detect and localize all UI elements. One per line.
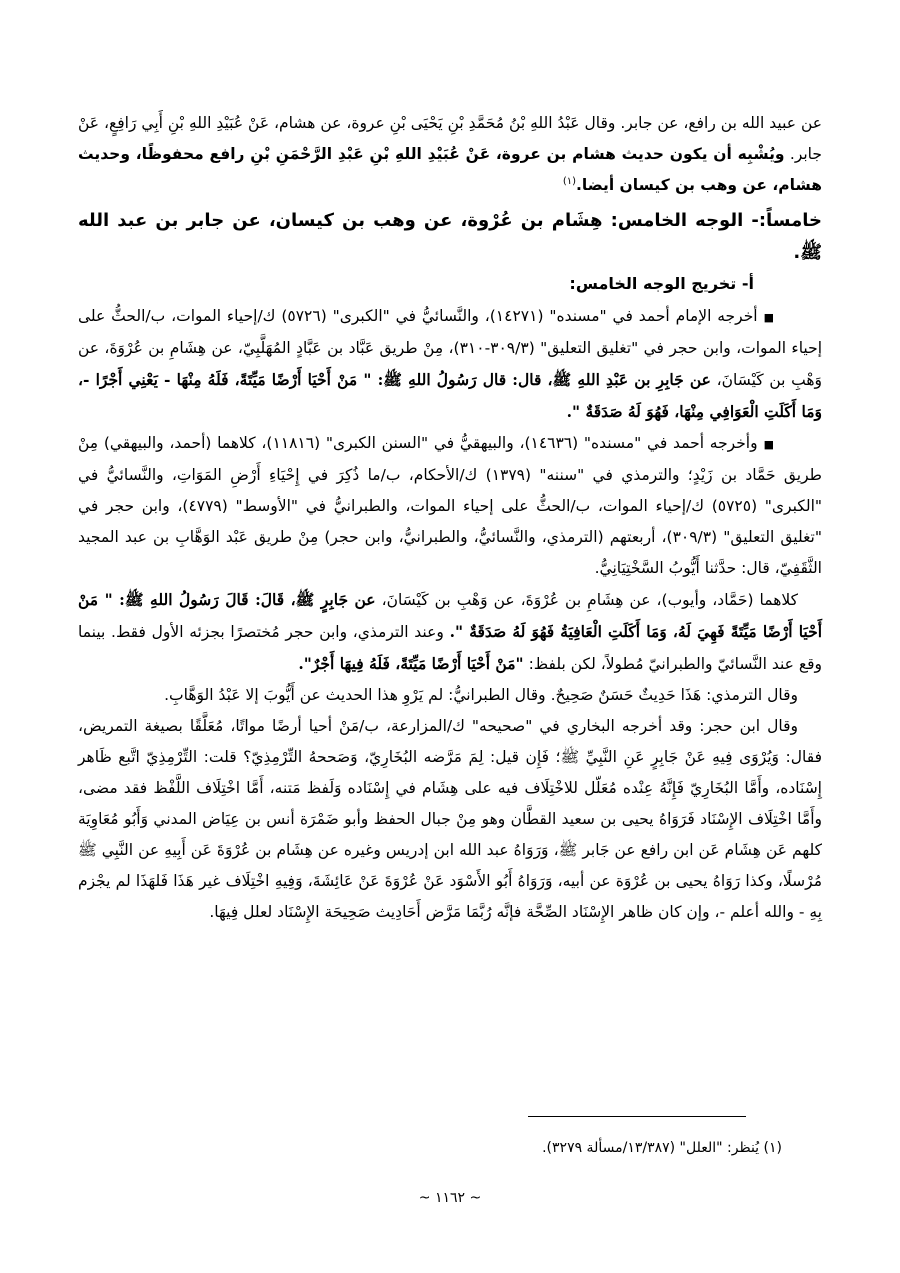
takhrij-text-3b: وعند الترمذي، وابن حجر مُختصرًا بجزئه الأول فقط. بينما وقع عند النَّسائيّ والطبرانيّ مُطولاً، لكن بلفظ:	[78, 623, 822, 673]
footnote-reference[interactable]: (١)	[562, 175, 577, 187]
takhrij-text-1: أخرجه الإمام أحمد في "مسنده" (١٤٢٧١)، والنَّسائيُّ في "الكبرى" (٥٧٢٦) ك/إحياء الموات، ب/الحثُّ على إحياء الموات، وابن حجر في "تغليق التعليق" (٣٠٩/٣-٣١٠)، مِنْ طريق عَبَّاد بن عَبَّادٍ المُهَلَّبِيّ، عن هِشَامِ بن عُرْوَةَ، عن وَهْبِ بن كَيْسَانَ،	[78, 307, 823, 389]
square-bullet-icon: ■	[763, 311, 774, 324]
hadith-text-1: عن جَابِرِ بن عَبْدِ اللهِ ﷺ، قال: قال رَسُولُ اللهِ ﷺ: " مَنْ أَحْيَا أَرْضًا مَيِّتَةً، فَلَهُ مِنْهَا - يَعْنِي أَجْرًا -، وَمَا أَكَلَتِ الْعَوَافِي مِنْهَا، فَهُوَ لَهُ صَدَقَةٌ ".	[78, 370, 822, 421]
takhrij-paragraph-2	[78, 428, 822, 584]
tirmidhi-ruling-paragraph: وقال الترمذي: هَذَا حَدِيثٌ حَسَنٌ صَحِيحٌ. وقال الطبرانيُّ: لم يَرْوِ هذا الحديث عن أَيُّوبَ إلا عَبْدُ الوَهَّابِ.	[164, 686, 798, 704]
takhrij-paragraph-1	[78, 301, 822, 428]
intro-paragraph	[78, 108, 822, 201]
hadith-text-2: عن جَابِرٍ ﷺ، قَالَ: قَالَ رَسُولُ اللهِ ﷺ: " مَنْ أَحْيَا أَرْضًا مَيِّتَةً فَهِيَ لَهُ، وَمَا أَكَلَتِ الْعَافِيَةُ فَهُوَ لَهُ صَدَقَةٌ ".	[78, 590, 822, 641]
hadith-text-3: "مَنْ أَحْيَا أَرْضًا مَيِّتَةً، فَلَهُ فِيهَا أَجْرٌ".	[298, 654, 524, 673]
page-body	[78, 108, 822, 928]
square-bullet-icon: ■	[763, 438, 774, 451]
section-subheading: أ- تخريج الوجه الخامس:	[569, 274, 754, 293]
footnote-divider	[528, 1116, 746, 1117]
section-heading: خامساً:- الوجه الخامس: هِشَام بن عُرْوة، عن وهب بن كيسان، عن جابر بن عبد الله ﷺ.	[78, 210, 822, 263]
ibn-hajar-paragraph: وقال ابن حجر: وقد أخرجه البخاري في "صحيحه" ك/المزارعة، ب/مَنْ أحيا أرضًا مواتًا، مُعَلَّقًا بصيغة التمريض، فقال: وَيُرْوَى فِيهِ عَنْ جَابِرٍ عَنِ النَّبِيِّ ﷺ؛ فَإِن قيل: لِمَ مَرَّضه البُخَارِيّ، وَصَححهُ التِّرْمِذِيّ؟ قلت: التِّرْمِذِيّ اتَّبع ظَاهر إِسْنَاده، وأَمَّا البُخَارِيّ فَإِنَّهُ عِنْده مُعَلّل للاخْتِلَاف فيه على هِشَام في إِسْنَاده وَلَفظ مَتنه، أَمَّا اخْتِلَاف اللَّفْظ فقد مضى، وأَمَّا اخْتِلَاف الإِسْنَاد فَرَوَاهُ يحيى بن سعيد القطَّان وهو مِنْ جبال الحفظ وأبو ضَمْرَة أنس بن عِيَاض المدني وَأَبُو مُعَاوِيَة كلهم عَن هِشَام عَن ابن رافع عن جَابر ﷺ، وَرَوَاهُ عبد الله ابن إدريس وغيره عن هِشَام بن عُرْوَةَ عَن أَبِيهِ عن النَّبِي ﷺ مُرْسلًا، وكذا رَوَاهُ يحيى بن عُرْوَة عن أبيه، وَرَوَاهُ أَبُو الأَسْوَد عَنْ عُرْوَةَ عَنْ عَائِشَةَ، وَفِيهِ اخْتِلَاف غير هَذَا فَلهَذَا لم يجْزم بِهِ - والله أعلم -، وإن كان ظاهر الإِسْنَاد الصِّحَّة فإنَّه رُبَّمَا مَرَّض أَحَادِيث صَحِيحَة الإِسْنَاد لعلل فِيهَا.	[78, 717, 822, 921]
takhrij-text-2: وأخرجه أحمد في "مسنده" (١٤٦٣٦)، والبيهقيُّ في "السنن الكبرى" (١١٨١٦)، كلاهما (أحمد، والبيهقي) مِنْ طريق حَمَّاد بن زَيْدٍ؛ والترمذي في "سننه" (١٣٧٩) ك/الأحكام، ب/ما ذُكِرَ في إِحْيَاءِ أَرْضِ المَوَاتِ، والنَّسائيُّ في "الكبرى" (٥٧٢٥) ك/إحياء الموات، ب/الحثُّ على إحياء الموات، والطبرانيُّ في "الأوسط" (٤٧٧٩)، وابن حجر في "تغليق التعليق" (٣٠٩/٣)، أربعتهم (الترمذي، والنَّسائيُّ، والطبرانيُّ، وابن حجر) مِنْ طريق عَبْد الوَهَّابِ بن عبد المجيد الثَّقَفِيّ، قال: حدَّثنا أَيُّوبُ السَّخْتِيَانِيُّ.	[78, 434, 823, 577]
takhrij-text-3a: كلاهما (حَمَّاد، وأيوب)، عن هِشَامِ بن عُرْوَةَ، عن وَهْبِ بن كَيْسَانَ،	[381, 591, 799, 609]
intro-text: عن عبيد الله بن رافع، عن جابر. وقال عَبْدُ اللهِ بْنُ مُحَمَّدِ بْنِ يَحْيَى بْنِ عروة، عن هشام، عَنْ عُبَيْدِ اللهِ بْنِ أَبِي رَافِعٍ، عَنْ جابر.	[78, 114, 822, 163]
intro-conclusion: ويُشْبِه أن يكون حديث هشام بن عروة، عَنْ عُبَيْدِ اللهِ بْنِ عَبْدِ الرَّحْمَنِ بْنِ رافع محفوظًا، وحديث هشام، عن وهب بن كيسان أيضا.	[78, 145, 822, 194]
takhrij-paragraph-3	[78, 584, 822, 680]
page-number: ~ ١١٦٢ ~	[418, 1190, 482, 1206]
footnote: (١) يُنظر: "العلل" (١٣/٣٨٧/مسألة ٣٢٧٩).	[542, 1140, 782, 1156]
